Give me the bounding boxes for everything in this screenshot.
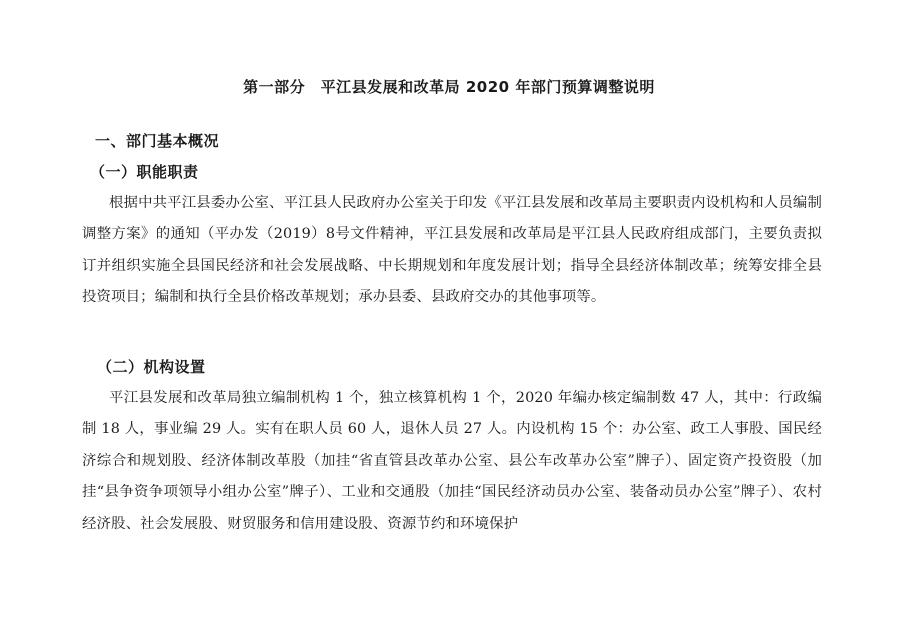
paragraph-functions: 根据中共平江县委办公室、平江县人民政府办公室关于印发《平江县发展和改革局主要职责内设机构和人员编制调整方案》的通知（平办发（2019）8号文件精神，平江县发展和改革局是平江县人民政府组成部门，主要负责拟订并组织实施全县国民经济和社会发展战略、中长期规划和年度发展计划；指导全县经济体制改革；统筹安排全县投资项目；编制和执行全县价格改革规划；承办县委、县政府交办的其他事项等。 [82,195,822,306]
subsection-heading-organization: （二）机构设置 [97,358,206,376]
subsection-heading-functions: （一）职能职责 [90,163,199,181]
section-heading-basic-overview: 一、部门基本概况 [95,132,220,150]
document-title: 第一部分 平江县发展和改革局 2020 年部门预算调整说明 [243,78,655,96]
paragraph-organization: 平江县发展和改革局独立编制机构 1 个，独立核算机构 1 个，2020 年编办核定编制数 47 人，其中：行政编制 18 人，事业编 29 人。实有在职人员 60 人，退休人员 27 人。内设机构 15 个：办公室、政工人事股、国民经济综合和规划股、经济体制改革股（加挂“省直管县改革办公室、县公车改革办公室”牌子）、固定资产投资股（加挂“县争资争项领导小组办公室”牌子）、工业和交通股（加挂“国民经济动员办公室、装备动员办公室”牌子）、农村经济股、社会发展股、财贸服务和信用建设股、资源节约和环境保护 [82,390,822,532]
